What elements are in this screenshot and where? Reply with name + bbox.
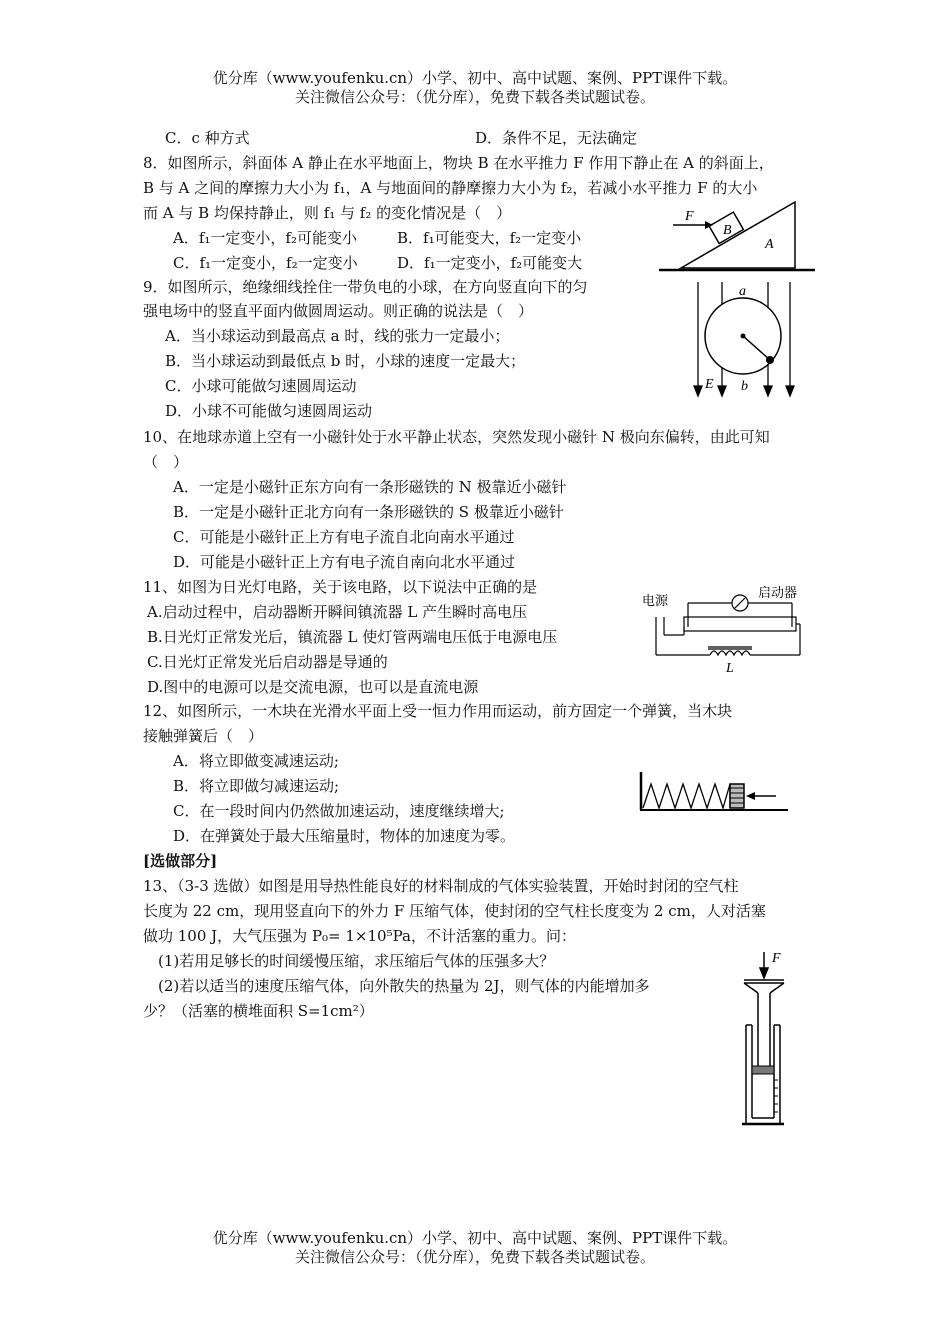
q9-option-b: B．当小球运动到最低点 b 时，小球的速度一定最大； [165,352,526,370]
q13-part-2: (2)若以适当的速度压缩气体，向外散失的热量为 2J，则气体的内能增加多 [158,977,650,995]
q12-stem-line-1: 12、如图所示，一木块在光滑水平面上受一恒力作用而运动，前方固定一个弹簧，当木块 [143,702,733,720]
q8-option-c: C．f₁一定变小，f₂一定变小 [173,254,358,272]
incline-label-a: A [765,237,774,252]
q13-part-2-cont: 少？（活塞的横堆面积 S=1cm²） [143,1002,374,1020]
q8-option-a: A．f₁一定变小，f₂可能变小 [173,229,357,247]
q11-option-d: D.图中的电源可以是交流电源，也可以是直流电源 [147,678,479,696]
footer-line-1: 优分库（www.youfenku.cn）小学、初中、高中试题、案例、PPT课件下载。 [212,1229,738,1247]
q13-stem-line-2: 长度为 22 cm，现用竖直向下的外力 F 压缩气体，使封闭的空气柱长度变为 2 cm，人对活塞 [143,902,766,920]
q10-option-b: B．一定是小磁针正北方向有一条形磁铁的 S 极靠近小磁针 [173,503,564,521]
q7-option-c: C．c 种方式 [165,129,250,147]
q11-option-c: C.日光灯正常发光后启动器是导通的 [147,653,388,671]
q12-option-a: A．将立即做变减速运动; [173,752,339,770]
q12-option-b: B．将立即做匀减速运动; [173,777,340,795]
q13-stem-line-1: 13、（3-3 选做）如图是用导热性能良好的材料制成的气体实验装置，开始时封闭的空气柱 [143,877,739,895]
header-line-2: 关注微信公众号：（优分库），免费下载各类试题试卷。 [294,88,655,106]
q12-option-d: D．在弹簧处于最大压缩量时，物体的加速度为零。 [173,827,516,845]
q8-stem-line-3: 而 A 与 B 均保持静止，则 f₁ 与 f₂ 的变化情况是（ ） [143,204,512,222]
q13-stem-line-3: 做功 100 J，大气压强为 P₀= 1×10⁵Pa，不计活塞的重力。问： [143,927,576,945]
q10-stem-line-1: 10、在地球赤道上空有一小磁针处于水平静止状态，突然发现小磁针 N 极向东偏转，由此可知 [143,428,770,446]
header-line-1: 优分库（www.youfenku.cn）小学、初中、高中试题、案例、PPT课件下载。 [212,69,738,87]
circuit-label-power: 电源 [642,593,669,608]
q11-stem-line-1: 11、如图为日光灯电路，关于该电路，以下说法中正确的是 [143,578,538,596]
q10-option-a: A．一定是小磁针正东方向有一条形磁铁的 N 极靠近小磁针 [173,478,567,496]
q8-option-b: B．f₁可能变大，f₂一定变小 [397,229,582,247]
q9-option-c: C．小球可能做匀速圆周运动 [165,377,357,395]
q7-option-d: D．条件不足，无法确定 [475,129,638,147]
circle-label-a: a [739,284,746,299]
q9-stem-line-2: 强电场中的竖直平面内做圆周运动。则正确的说法是（ ） [143,302,534,320]
q12-option-c: C．在一段时间内仍然做加速运动，速度继续增大; [173,802,505,820]
circuit-label-starter: 启动器 [758,585,798,600]
electric-field-circle-figure [690,280,800,398]
q11-option-b: B.日光灯正常发光后，镇流器 L 使灯管两端电压低于电源电压 [147,628,558,646]
spring-block-figure [638,770,790,814]
fluorescent-lamp-circuit-figure [640,583,805,675]
q12-stem-line-2: 接触弹簧后（ ） [143,727,264,745]
q10-stem-line-2: （ ） [143,453,189,471]
circuit-label-l: L [726,661,734,676]
q11-option-a: A.启动过程中，启动器断开瞬间镇流器 L 产生瞬时高电压 [147,603,528,621]
q8-option-d: D．f₁一定变小，f₂可能变大 [397,254,583,272]
q9-stem-line-1: 9．如图所示，绝缘细线拴住一带负电的小球，在方向竖直向下的匀 [143,278,588,296]
section-heading: [选做部分] [143,852,218,870]
footer-line-2: 关注微信公众号：（优分库），免费下载各类试题试卷。 [294,1248,655,1266]
cylinder-label-f: F [772,951,781,966]
incline-figure [655,198,815,276]
q9-option-a: A．当小球运动到最高点 a 时，线的张力一定最小； [165,327,510,345]
incline-label-b: B [723,223,732,238]
q10-option-d: D．可能是小磁针正上方有电子流自南向北水平通过 [173,553,516,571]
field-label-e: E [705,377,714,392]
q13-part-1: (1)若用足够长的时间缓慢压缩，求压缩后气体的压强多大？ [158,952,555,970]
q8-stem-line-2: B 与 A 之间的摩擦力大小为 f₁，A 与地面间的静摩擦力大小为 f₂，若减小水平推力 F 的大小 [143,179,758,197]
q10-option-c: C．可能是小磁针正上方有电子流自北向南水平通过 [173,528,515,546]
q9-option-d: D．小球不可能做匀速圆周运动 [165,402,373,420]
circle-label-b: b [741,379,748,394]
incline-label-f: F [685,209,694,224]
q8-stem-line-1: 8．如图所示，斜面体 A 静止在水平地面上，物块 B 在水平推力 F 作用下静止在 A 的斜面上， [143,154,774,172]
gas-cylinder-figure [740,948,800,1134]
